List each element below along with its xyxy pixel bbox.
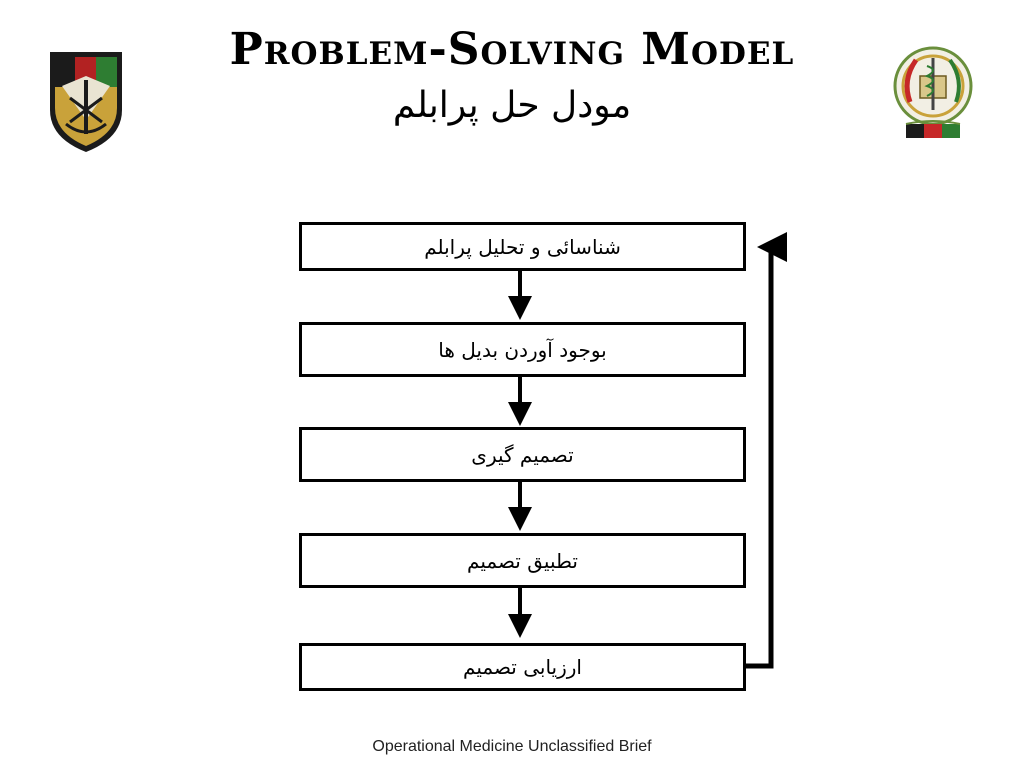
- page-title: Problem-Solving Model: [229, 24, 795, 75]
- step-decision-making: تصمیم گیری: [299, 427, 746, 482]
- footer-caption: Operational Medicine Unclassified Brief: [372, 738, 652, 755]
- feedback-loop-arrow: [746, 247, 771, 666]
- step-identify-analyze-problem: شناسائی و تحلیل پرابلم: [299, 222, 746, 271]
- page-subtitle: مودل حل پرابلم: [392, 85, 632, 126]
- step-evaluate-decision: ارزیابی تصمیم: [299, 643, 746, 691]
- step-generate-alternatives: بوجود آوردن بدیل ها: [299, 322, 746, 377]
- step-implement-decision: تطبیق تصمیم: [299, 533, 746, 588]
